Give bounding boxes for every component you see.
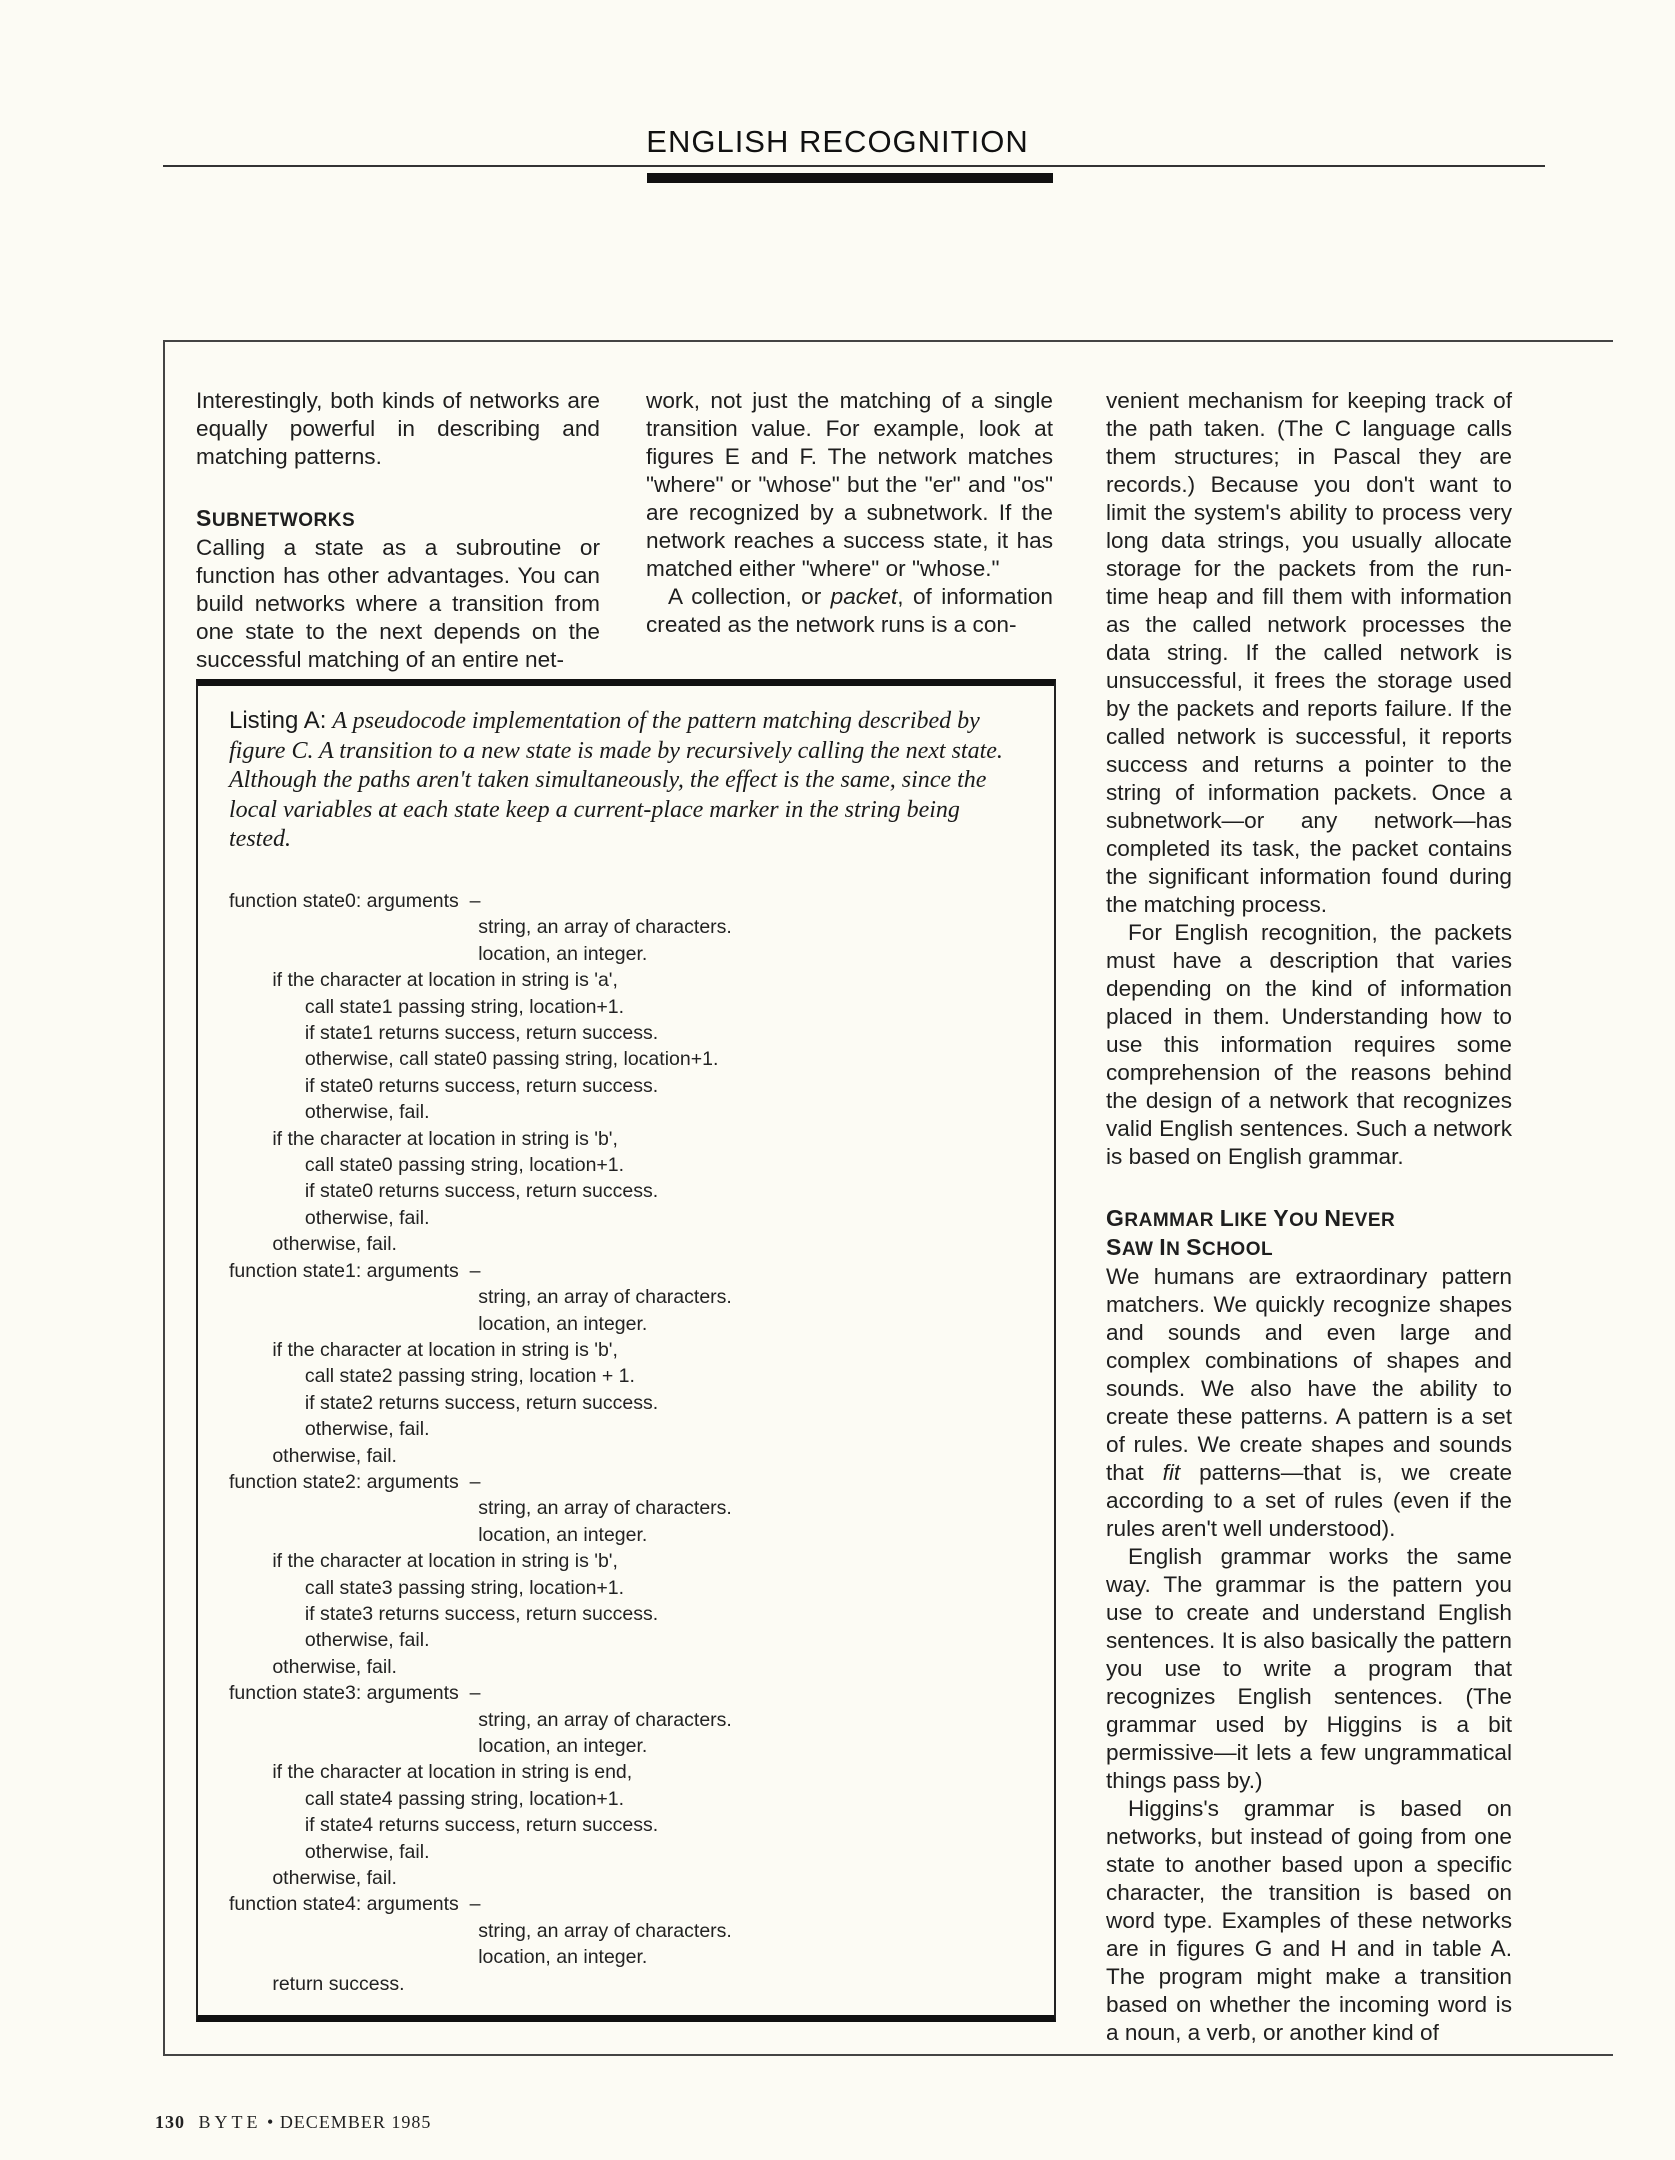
code-line: if the character at location in string is 'b', — [229, 1127, 618, 1150]
paragraph: Calling a state as a subroutine or function has other advantages. You can build networks where a transition from one state to the next depends on the successful matching of an entire net- — [196, 535, 600, 672]
footer-separator: • — [267, 2112, 275, 2132]
code-line: function state2: arguments – — [229, 1470, 481, 1493]
term-fit: fit — [1162, 1460, 1181, 1485]
code-line: if state3 returns success, return success. — [229, 1602, 659, 1625]
page-number: 130 — [155, 2112, 185, 2132]
code-line: if state0 returns success, return success. — [229, 1074, 659, 1097]
running-head: ENGLISH RECOGNITION — [646, 124, 1029, 159]
code-line: otherwise, fail. — [229, 1629, 430, 1652]
code-line: string, an array of characters. — [229, 1708, 732, 1731]
pseudocode-listing — [229, 888, 1029, 1997]
column-2 — [646, 387, 1053, 639]
code-line: if state0 returns success, return success. — [229, 1180, 659, 1203]
paragraph: We humans are extraordinary pattern matchers. We quickly recognize shapes and sounds and even large and complex combinations of shapes and sounds. We also have the ability to create these patterns. A pattern is a set of rules. We create shapes and sounds that fit patterns—that is, we create according to a set of rules (even if the rules aren't well understood). — [1106, 1264, 1513, 1541]
code-line: location, an integer. — [229, 1312, 648, 1335]
code-line: if state2 returns success, return success. — [229, 1391, 659, 1414]
issue-date: DECEMBER 1985 — [279, 2112, 432, 2132]
section-heading-grammar — [1106, 1205, 1512, 1263]
paragraph: English grammar works the same way. The grammar is the pattern you use to create and understand English sentences. It is also basically the pattern you use to write a program that recognizes English sentences. (The grammar used by Higgins is a bit permissive—it lets a few ungrammatical things pass by.) — [1106, 1544, 1512, 1793]
code-line: otherwise, fail. — [229, 1233, 397, 1256]
code-line: call state1 passing string, location+1. — [229, 995, 625, 1018]
header-rule — [163, 165, 1545, 167]
code-line: function state0: arguments – — [229, 890, 481, 912]
code-line: otherwise, fail. — [229, 1655, 397, 1678]
paragraph: A collection, or packet, of information created as the network runs is a con- — [646, 584, 1053, 637]
code-line: if state4 returns success, return success. — [229, 1814, 659, 1837]
code-line: call state0 passing string, location+1. — [229, 1154, 625, 1177]
code-line: otherwise, fail. — [229, 1206, 430, 1229]
paragraph: Higgins's grammar is based on networks, but instead of going from one state to another based upon a specific character, the transition is based on word type. Examples of these networks are in figures G and H and in table A. The program might make a transition based on whether the incoming word is a noun, a verb, or another kind of — [1106, 1796, 1512, 2045]
page-footer — [155, 2112, 431, 2133]
code-line: location, an integer. — [229, 1735, 648, 1757]
paragraph: work, not just the matching of a single transition value. For example, look at figures E and F. The network matches "where" or "whose" but the "er" and "os" are recognized by a subnetwork. If the network reaches a success state, it has matched either "where" or "whose." — [646, 388, 1053, 581]
code-line: otherwise, fail. — [229, 1840, 430, 1863]
term-packet: packet — [830, 584, 898, 609]
code-line: location, an integer. — [229, 1523, 648, 1546]
code-line: string, an array of characters. — [229, 1919, 732, 1942]
code-line: function state3: arguments – — [229, 1682, 481, 1705]
code-line: string, an array of characters. — [229, 1497, 732, 1520]
listing-label: Listing A: — [229, 707, 327, 734]
code-line: call state2 passing string, location + 1. — [229, 1365, 635, 1388]
frame-bottom-rule — [163, 2054, 1613, 2056]
heading-line-1: GRAMMAR LIKE YOU NEVER — [1106, 1205, 1396, 1231]
header-bar — [647, 173, 1053, 183]
code-line: call state4 passing string, location+1. — [229, 1787, 625, 1810]
heading-line-2: SAW IN SCHOOL — [1106, 1234, 1274, 1260]
column-3 — [1106, 387, 1512, 2047]
code-line: otherwise, fail. — [229, 1867, 397, 1890]
code-line: string, an array of characters. — [229, 1286, 732, 1309]
code-line: if the character at location in string is end, — [229, 1761, 633, 1784]
heading-initial: S — [196, 505, 212, 531]
code-line: otherwise, call state0 passing string, location+1. — [229, 1048, 719, 1071]
paragraph: venient mechanism for keeping track of the path taken. (The C language calls them structures; in Pascal they are records.) Because you don't want to limit the system's ability to process very long data strings, you usually allocate storage for the packets from the run-time heap and fill them with information as the called network processes the data string. If the called network is unsuccessful, it frees the storage used by the packets and reports failure. If the called network is successful, it reports success and returns a pointer to the string of information packets. Once a subnetwork—or any network—has completed its task, the packet contains the significant information found during the matching process. — [1106, 388, 1512, 917]
code-line: return success. — [229, 1972, 405, 1995]
code-line: location, an integer. — [229, 1946, 648, 1969]
code-line: otherwise, fail. — [229, 1101, 430, 1124]
frame-left-rule — [163, 340, 165, 2056]
listing-caption — [229, 706, 1019, 855]
code-line: call state3 passing string, location+1. — [229, 1576, 625, 1599]
frame-top-rule — [163, 340, 1613, 342]
paragraph: Interestingly, both kinds of networks are equally powerful in describing and matching patterns. — [196, 388, 600, 469]
code-line: otherwise, fail. — [229, 1418, 430, 1441]
code-line: otherwise, fail. — [229, 1444, 397, 1467]
column-1 — [196, 387, 600, 674]
code-line: function state1: arguments – — [229, 1259, 481, 1282]
code-line: location, an integer. — [229, 942, 648, 965]
code-line: if the character at location in string is 'a', — [229, 969, 618, 992]
section-heading-subnetworks — [196, 505, 600, 534]
listing-caption-text: A pseudocode implementation of the pattern matching described by figure C. A transition to a new state is made by recursively calling the next state. Although the paths aren't taken simultaneously, the effect is the same, since the local variables at each state keep a current-place marker in the string being tested. — [229, 708, 1003, 852]
code-line: if the character at location in string is 'b', — [229, 1338, 618, 1361]
code-line: if state1 returns success, return success. — [229, 1022, 659, 1045]
paragraph: For English recognition, the packets must have a description that varies depending on the kind of information placed in them. Understanding how to use this information requires some comprehension of the reasons behind the design of a network that recognizes valid English sentences. Such a network is based on English grammar. — [1106, 920, 1512, 1169]
code-line: string, an array of characters. — [229, 916, 732, 939]
magazine-name: BYTE — [198, 2112, 262, 2132]
code-line: if the character at location in string is 'b', — [229, 1550, 618, 1573]
code-line: function state4: arguments – — [229, 1893, 481, 1916]
heading-rest: UBNETWORKS — [211, 510, 356, 531]
